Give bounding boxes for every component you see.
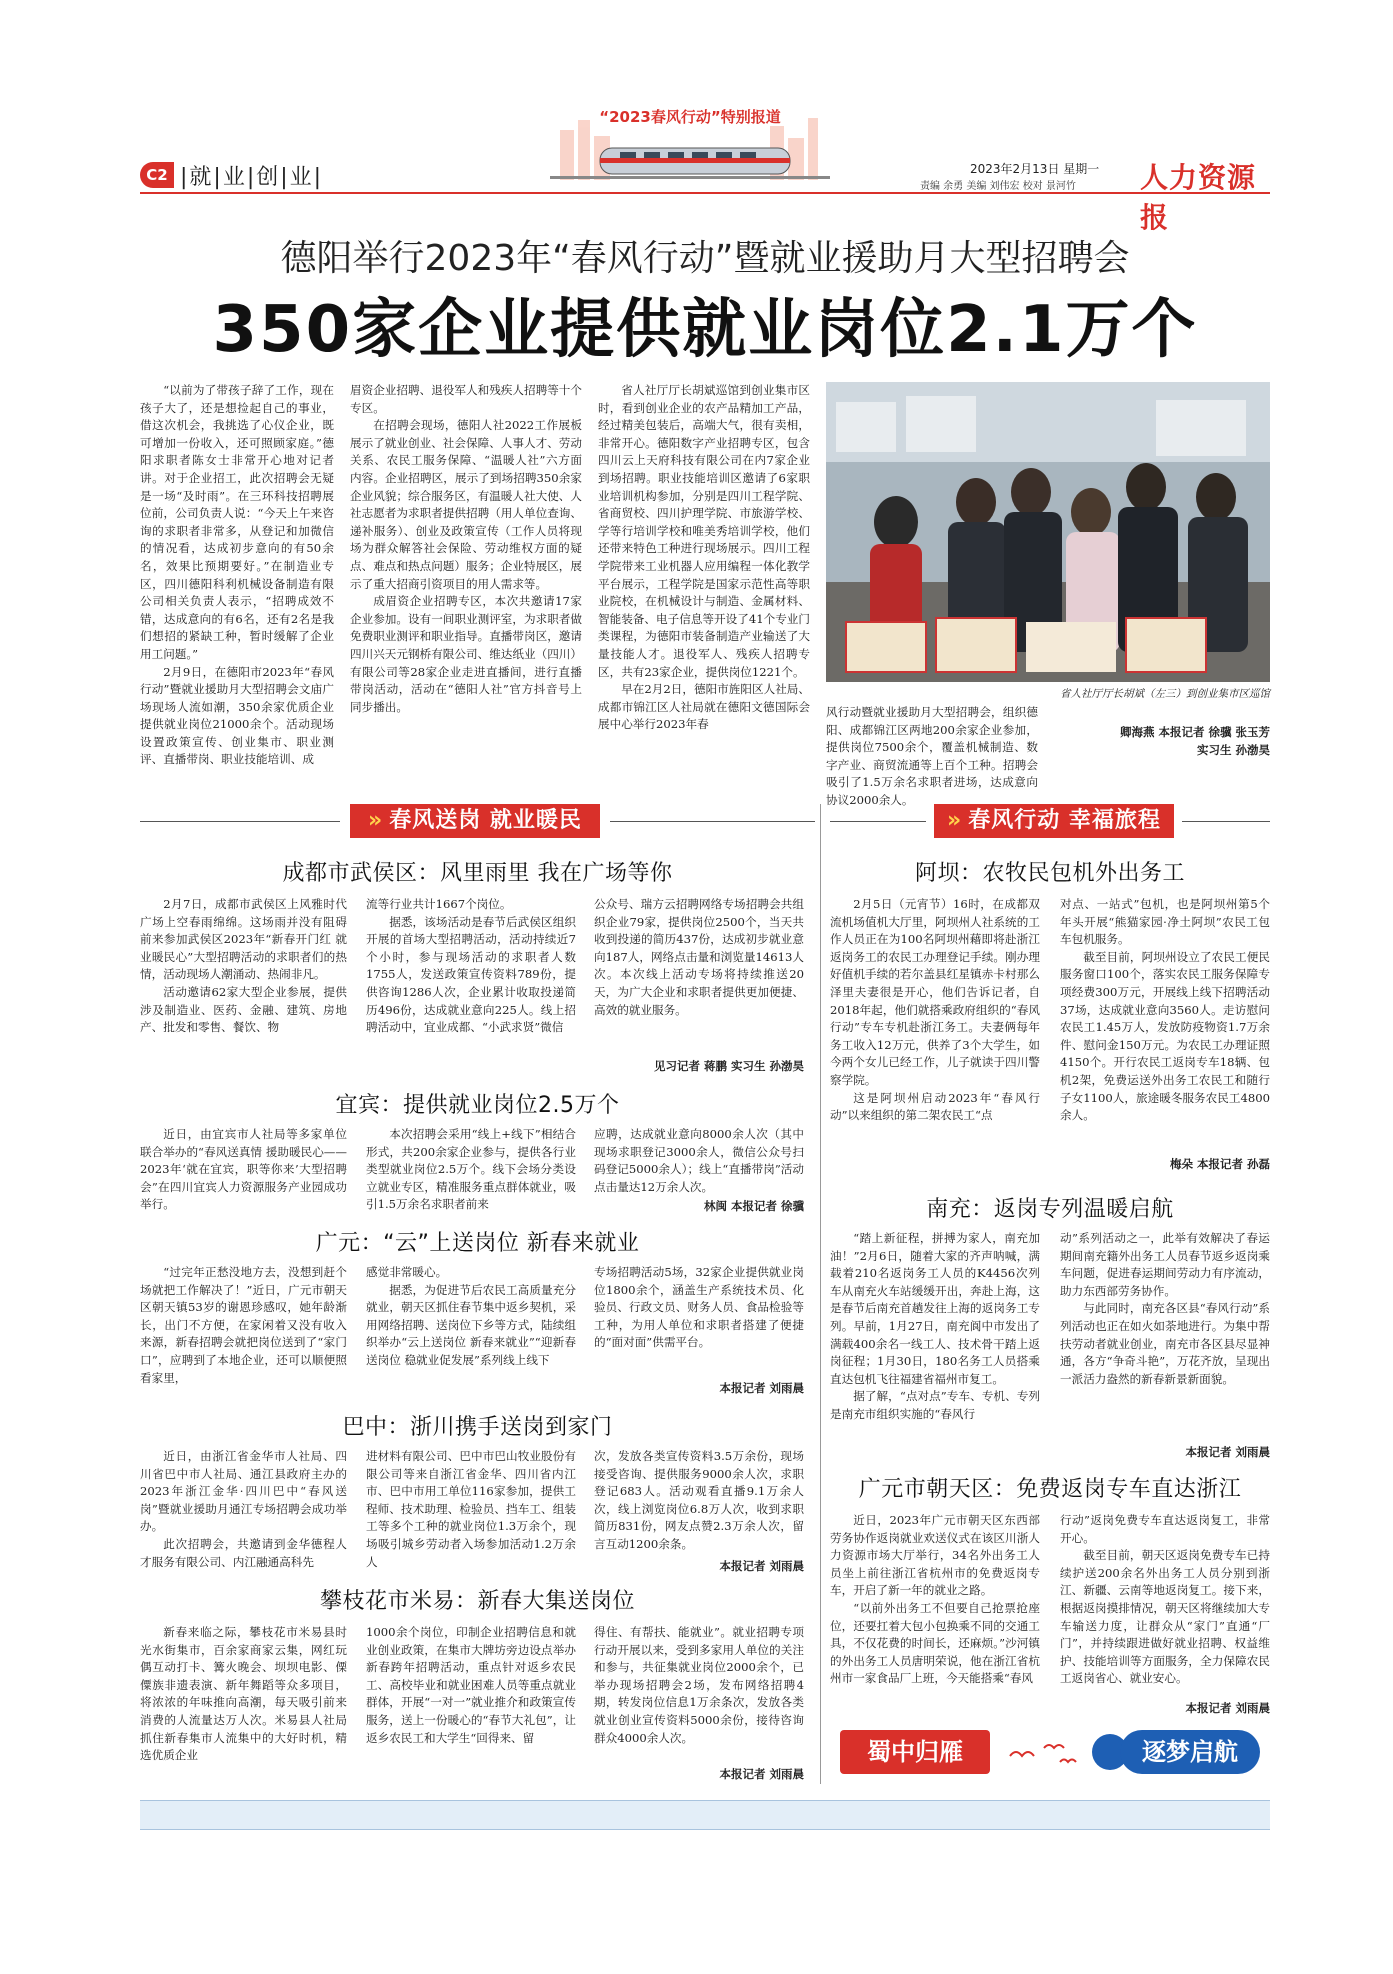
- lead-photo: [826, 382, 1270, 682]
- editor-credits: 责编 余勇 美编 刘伟宏 校对 景河竹: [920, 181, 1076, 192]
- b3-col-2: [1060, 1512, 1270, 1700]
- a2-col-1: [140, 1126, 347, 1216]
- lead-paragraph: 2月9日，在德阳市2023年“春风行动”暨就业援助月大型招聘会文庙广场现场人流如潮，350余家优质企业提供就业岗位21000余个。活动现场设置政策宣传、创业集市、职业测评、直播带岗、职业技能培训、成: [140, 664, 334, 767]
- article-paragraph: 2月5日（元宵节）16时，在成都双流机场值机大厅里，阿坝州人社系统的工作人员正在为100名阿坝州藉即将赴浙江返岗务工的农民工办理登记手续。刚办理好值机手续的若尔盖县红星镇赤卡村那么泽里夫妻很是开心，他们告诉记者，自2018年起，他们就搭乘政府组织的“春风行动”专车专机赴浙江务工。夫妻俩每年务工收入12万元，供养了3个大学生，如今两个女儿已经工作，儿子就读于四川警察学院。: [830, 897, 1040, 1087]
- lead-paragraph: “以前为了带孩子辞了工作，现在孩子大了，还是想捡起自己的事业，借这次机会，我挑选了心仪企业，既可增加一份收入，还可照顾家庭。”德阳求职者陈女士非常开心地对记者讲。对于企业招工，此次招聘会无疑是一场“及时雨”。在三环科技招聘展位前，公司负责人说：“今天上午来咨询的求职者非常多，从登记和加微信的情况看，达成初步意向的有50余名，效果比预期要好。”在制造业专区，四川德阳科利机械设备制造有限公司相关负责人表示，“招聘成效不错，达成意向的有6名，还有2名是我们想招的紧缺工种，暂时缓解了企业用工问题。”: [140, 383, 334, 661]
- article-paragraph: 行动”返岗免费专车直达返岗复工，非常开心。: [1060, 1513, 1270, 1545]
- a3-col-3: [594, 1264, 804, 1378]
- newspaper-masthead: 人力资源报: [1140, 161, 1257, 234]
- left-section-banner: [350, 804, 600, 838]
- chevron-right-icon: »: [368, 808, 384, 833]
- column-divider: [820, 804, 821, 1784]
- header-banner-graphic: [540, 100, 840, 190]
- article-paragraph: 据悉，为促进节后农民工高质量充分就业，朝天区抓住春节集中返乡契机，采用网络招聘、送岗位下乡等方式，陆续组织举办“云上送岗位 新春来就业”“迎新春送岗位 稳就业促发展”系列线上线下: [366, 1282, 576, 1367]
- b2-byline: 本报记者 刘雨晨: [1185, 1445, 1270, 1459]
- a1-col-3: [594, 896, 804, 1056]
- b1-col-2: [1060, 896, 1270, 1154]
- chevron-right-icon: »: [947, 808, 963, 833]
- article-paragraph: “踏上新征程，拼搏为家人，南充加油！”2月6日，随着大家的齐声呐喊，满载着210名返岗务工人员的K4456次列车从南充火车站缓缓开出，奔赴上海，这是春节后南充首趟发往上海的返岗务工专列。早前，1月27日，南充阆中市发出了满载400余名一线工人、技术骨干踏上返岗征程；1月30日，180名务工人员搭乘直达包机飞往福建省福州市复工。: [830, 1231, 1040, 1386]
- b2-col-2: [1060, 1230, 1270, 1442]
- bird-flock-icon: [1000, 1736, 1090, 1772]
- article-title-aba: 阿坝：农牧民包机外出务工: [914, 861, 1185, 886]
- article-paragraph: 得住、有帮扶、能就业”。就业招聘专项行动开展以来，受到多家用人单位的关注和参与，共征集就业岗位2000余个，已举办现场招聘会2场，发布网络招聘4期，转发岗位信息1万余条次，发放各类就业创业宣传资料5000余份，接待咨询群众4000余人次。: [594, 1625, 804, 1745]
- special-report-label: “2023春风行动”特别报道: [599, 108, 781, 126]
- a5-col-1: [140, 1624, 347, 1784]
- a5-col-3: [594, 1624, 804, 1766]
- a3-col-2: [366, 1264, 576, 1404]
- a3-col-1: [140, 1264, 347, 1404]
- article-title-nanchong: 南充：返岗专列温暖启航: [926, 1197, 1174, 1222]
- lead-column-3: [598, 382, 810, 782]
- lead-headline: 350家企业提供就业岗位2.1万个: [212, 293, 1198, 367]
- lead-column-2: [350, 382, 582, 782]
- a2-col-2: [366, 1126, 576, 1216]
- article-paragraph: 感觉非常暖心。: [366, 1265, 448, 1279]
- article-paragraph: 1000余个岗位，印制企业招聘信息和就业创业政策，在集市大牌坊旁边设点举办新春跨年招聘活动，重点针对返乡农民工、高校毕业和就业困难人员等重点就业群体，开展“一对一”就业推介和政策宣传服务，送上一份暖心的“春节大礼包”，让返乡农民工和大学生“回得来、留: [366, 1625, 576, 1745]
- a1-col-1: [140, 896, 347, 1078]
- article-paragraph: 公众号、瑞方云招聘网络专场招聘会共组织企业79家，提供岗位2500个，当天共收到投递的简历437份，达成初步就业意向187人，网络点击量和浏览量14613人次。本次线上活动专场将持续推送20天，为广大企业和求职者提供更加便捷、高效的就业服务。: [594, 897, 804, 1017]
- lead-paragraph: 风行动暨就业援助月大型招聘会，组织德阳、成都锦江区两地200余家企业参加，提供岗位7500余个，覆盖机械制造、数字产业、商贸流通等上百个工种。招聘会吸引了1.5万余名求职者进场，达成意向协议2000余人。: [826, 705, 1038, 807]
- article-paragraph: 次，发放各类宣传资料3.5万余份，现场接受咨询、提供服务9000余人次，求职登记683人。活动观看直播9.1万余人次，线上浏览岗位6.8万人次，收到求职简历831份，网友点赞2.3万余人次，留言互动1200余条。: [594, 1449, 804, 1551]
- a4-col-1: [140, 1448, 347, 1578]
- divider: [830, 821, 926, 822]
- b1-col-1: [830, 896, 1040, 1172]
- date-line: 2023年2月13日 星期一: [970, 162, 1100, 176]
- lead-paragraph: 早在2月2日，德阳市旌阳区人社局、成都市锦江区人社局就在德阳文德国际会展中心举行2023年春: [598, 682, 810, 732]
- article-paragraph: 流等行业共计1667个岗位。: [366, 897, 512, 911]
- article-paragraph: 据悉，该场活动是春节后武侯区组织开展的首场大型招聘活动，活动持续近7个小时，参与现场活动的求职者人数1755人，发送政策宣传资料789份，提供咨询1286人次，企业累计收取投递简历496份，达成就业意向225人。线上招聘活动中，宜业成都、“小武求贤”微信: [366, 914, 576, 1035]
- left-banner-label: 春风送岗 就业暖民: [389, 808, 582, 833]
- a4-byline: 本报记者 刘雨晨: [719, 1559, 804, 1573]
- article-paragraph: 2月7日，成都市武侯区上风雅时代广场上空春雨绵绵。这场雨并没有阻碍前来参加武侯区2023年“新春开门红 就业暖民心”大型招聘活动的求职者们的热情，活动现场人潮涌动、热闹非凡。: [140, 897, 347, 982]
- article-title-yibin: 宜宾：提供就业岗位2.5万个: [335, 1093, 620, 1118]
- a3-byline: 本报记者 刘雨晨: [719, 1381, 804, 1395]
- article-paragraph: 与此同时，南充各区县“春风行动”系列活动也正在如火如荼地进行。为集中帮扶劳动者就业创业，南充市各区县尽显神通，各方“争奇斗艳”，万花齐放，呈现出一派活力盎然的新春新景新面貌。: [1060, 1301, 1270, 1386]
- article-paragraph: 据了解，“点对点”专车、专机、专列是南充市组织实施的“春风行: [830, 1389, 1040, 1421]
- a2-byline: 林闽 本报记者 徐骥: [703, 1199, 804, 1213]
- article-title-chaotian: 广元市朝天区：免费返岗专车直达浙江: [858, 1477, 1242, 1502]
- article-paragraph: 活动邀请62家大型企业参展，提供涉及制造业、医药、金融、建筑、房地产、批发和零售、餐饮、物: [140, 984, 347, 1035]
- article-paragraph: 截至目前，朝天区返岗免费专车已持续护送200余名外出务工人员分别到浙江、新疆、云南等地返岗复工。接下来，根据返岗摸排情况，朝天区将继续加大专车输送力度，让群众从“家门”直通“厂门”，并持续跟进做好就业招聘、权益维护、技能培训等方面服务，全力保障农民工返岗省心、就业安心。: [1060, 1548, 1270, 1686]
- b2-col-1: [830, 1230, 1040, 1462]
- section-name: |就|业|创|业|: [180, 165, 324, 190]
- article-paragraph: 本次招聘会采用“线上+线下”相结合形式，共200余家企业参与，提供各行业类型就业岗位2.5万个。线下会场分类设立就业专区，精准服务重点群体就业，吸引1.5万余名求职者前来: [366, 1127, 576, 1212]
- lead-column-4b: [1056, 704, 1270, 784]
- a5-col-2: [366, 1624, 576, 1784]
- article-paragraph: 近日，2023年广元市朝天区东西部劳务协作返岗就业欢送仪式在该区川浙人力资源市场大厅举行，34名外出务工人员坐上前往浙江省杭州市的免费返岗专车，开启了新一年的就业之路。: [830, 1513, 1040, 1598]
- b3-byline: 本报记者 刘雨晨: [1185, 1701, 1270, 1715]
- right-section-banner: [934, 804, 1174, 838]
- article-paragraph: “以前外出务工不但要自己抢票抢座位，还要扛着大包小包换乘不同的交通工具，不仅花费的时间长，还麻烦。”沙河镇的外出务工人员唐明荣说，他在浙江省杭州市一家食品厂上班，今天能搭乘“春风: [830, 1600, 1040, 1686]
- divider: [610, 821, 815, 822]
- article-paragraph: 应聘，达成就业意向8000余人次（其中现场求职登记3000余人，微信公众号扫码登记5000余人）；线上“直播带岗”活动点击量达12万余人次。: [594, 1127, 804, 1194]
- a5-byline: 本报记者 刘雨晨: [719, 1767, 804, 1781]
- article-paragraph: 进材料有限公司、巴中市巴山牧业股份有限公司等来自浙江省金华、四川省内江市、巴中市用工单位116家参加，提供工程师、技术助理、检验员、挡车工、组装工等多个工种的就业岗位1.3万余个，现场吸引城乡劳动者入场参加活动1.2万余人: [366, 1449, 576, 1569]
- lead-paragraph: 在招聘会现场，德阳人社2022工作展板展示了就业创业、社会保障、人事人才、劳动关系、农民工服务保障、“温暖人社”六方面内容。企业招聘区，展示了到场招聘350余家企业风貌；综合服务区，有温暖人社大使、人社志愿者为求职者提供招聘（用人单位查询、递补服务）、创业及政策宣传（工作人员将现场为群众解答社会保险、劳动维权方面的疑点、难点和热点问题）服务；企业特展区，展示了重大招商引资项目的用人需求等。: [350, 418, 582, 591]
- article-paragraph: 近日，由宜宾市人社局等多家单位联合举办的“春风送真情 援助暖民心——2023年‘就在宜宾，职等你来’大型招聘会”在四川宜宾人力资源服务产业园成功举行。: [140, 1127, 347, 1212]
- lead-paragraph: 省人社厅厅长胡斌巡馆到创业集市区时，看到创业企业的农产品精加工产品，经过精美包装后，高端大气，很有卖相，非常开心。德阳数字产业招聘专区，包含四川云上天府科技有限公司在内7家企业到场招聘。职业技能培训区邀请了6家职业培训机构参加，分别是四川工程学院、省商贸校、四川护理学院、市旅游学校、学等行培训学校和唯美秀培训学校，他们还带来特色工种进行现场展示。四川工程学院带来工业机器人应用编程一体化教学平台展示，工程学院是国家示范性高等职业院校，在机械设计与制造、金属材料、智能装备、电子信息等开设了41个专业门类课程，为德阳市装备制造产业输送了大量技能人才。退役军人、残疾人招聘专区，共有23家企业，提供岗位1221个。: [598, 383, 810, 679]
- header-rule: [140, 192, 1270, 194]
- lead-paragraph: 眉资企业招聘、退役军人和残疾人招聘等十个专区。: [350, 383, 582, 415]
- footer-banner: [830, 1722, 1270, 1784]
- article-paragraph: 截至目前，阿坝州设立了农民工便民服务窗口100个，落实农民工服务保障专项经费300万元，开展线上线下招聘活动37场，达成就业意向3560人。走访慰问农民工1.45万人，发放防疫物资1.7万余件、慰问金150万元。为农民工办理证照4150个。开行农民工返岗专车18辆、包机2架，免费运送外出务工农民工和随行子女1100人，旅途暖冬服务农民工4800余人。: [1060, 949, 1270, 1123]
- lead-column-4a: [826, 704, 1038, 807]
- a2-col-3: [594, 1126, 804, 1198]
- article-title-miyi: 攀枝花市米易：新春大集送岗位: [319, 1589, 635, 1614]
- lead-column-1: [140, 382, 334, 782]
- b1-byline: 梅朵 本报记者 孙磊: [1169, 1157, 1270, 1171]
- job-fair-photo: [826, 382, 1270, 682]
- article-title-bazhong: 巴中：浙川携手送岗到家门: [342, 1415, 613, 1440]
- footer-label-left: 蜀中归雁: [840, 1730, 990, 1774]
- lead-paragraph: 成眉资企业招聘专区，本次共邀请17家企业参加。设有一间职业测评室，为求职者做免费职业测评和职业指导。直播带岗区，邀请四川兴天元钢桥有限公司、维达纸业（四川）有限公司等28家企业走进直播间，进行直播带岗活动，活动在“德阳人社”官方抖音号上同步播出。: [350, 594, 582, 714]
- article-title-guangyuan: 广元：“云”上送岗位 新春来就业: [315, 1231, 640, 1256]
- article-paragraph: 近日，由浙江省金华市人社局、四川省巴中市人社局、通江县政府主办的2023年浙江金华·四川巴中“春风送岗”暨就业援助月通江专场招聘会成功举办。: [140, 1449, 347, 1534]
- article-paragraph: 动”系列活动之一，此举有效解决了春运期间南充籍外出务工人员春节返乡返岗乘车问题，促进春运期间劳动力有序流动，助力东西部劳务协作。: [1060, 1231, 1270, 1298]
- a1-col-2: [366, 896, 576, 1078]
- lead-kicker: 德阳举行2023年“春风行动”暨就业援助月大型招聘会: [280, 238, 1130, 279]
- page-label-badge: C2: [140, 162, 174, 188]
- divider: [1182, 821, 1270, 822]
- divider: [140, 821, 340, 822]
- a4-col-3: [594, 1448, 804, 1558]
- article-paragraph: 这是阿坝州启动2023年“春风行动”以来组织的第二架农民工“点: [830, 1090, 1040, 1123]
- lead-byline: 实习生 孙渤昊: [1196, 742, 1270, 757]
- lead-byline: 卿海燕 本报记者 徐骥 张玉芳: [1119, 725, 1270, 739]
- photo-caption: 省人社厅厅长胡斌（左三）到创业集市区巡馆: [1060, 688, 1270, 700]
- article-title-wuhou: 成都市武侯区：风里雨里 我在广场等你: [282, 861, 673, 886]
- article-paragraph: 对点、一站式”包机，也是阿坝州第5个年头开展“熊猫家园·净土阿坝”农民工包车包机服务。: [1060, 897, 1270, 947]
- article-paragraph: 专场招聘活动5场，32家企业提供就业岗位1800余个，涵盖生产系统技术员、化验员、行政文员、财务人员、食品检验等工种，为用人单位和求职者搭建了便捷的“面对面”供需平台。: [594, 1265, 804, 1350]
- right-banner-label: 春风行动 幸福旅程: [968, 808, 1161, 833]
- page-header: [140, 100, 1270, 234]
- a1-byline: 见习记者 蒋鹏 实习生 孙渤昊: [653, 1059, 804, 1073]
- b3-col-1: [830, 1512, 1040, 1718]
- bottom-band: [140, 1800, 1270, 1830]
- footer-label-right: 逐梦启航: [1120, 1730, 1260, 1774]
- article-paragraph: 此次招聘会，共邀请到金华德程人才服务有限公司、内江融通高科先: [140, 1536, 347, 1569]
- article-paragraph: “过完年正愁没地方去，没想到赶个场就把工作解决了！”近日，广元市朝天区朝天镇53岁的谢恩珍感叹，她年龄渐长，出门不方便，在家闲着又没有收入来源，新春招聘会就把岗位送到了“家门口”，应聘到了本地企业，还可以顺便照看家里，: [140, 1265, 347, 1385]
- a4-col-2: [366, 1448, 576, 1578]
- article-paragraph: 新春来临之际，攀枝花市米易县时光水街集市，百余家商家云集，网红玩偶互动打卡、篝火晚会、坝坝电影、傈僳族非遗表演、新年舞蹈等众多项目，将浓浓的年味推向高潮，每天吸引前来消费的人流量达万人次。米易县人社局抓住新春集市人流集中的大好时机，精选优质企业: [140, 1625, 347, 1763]
